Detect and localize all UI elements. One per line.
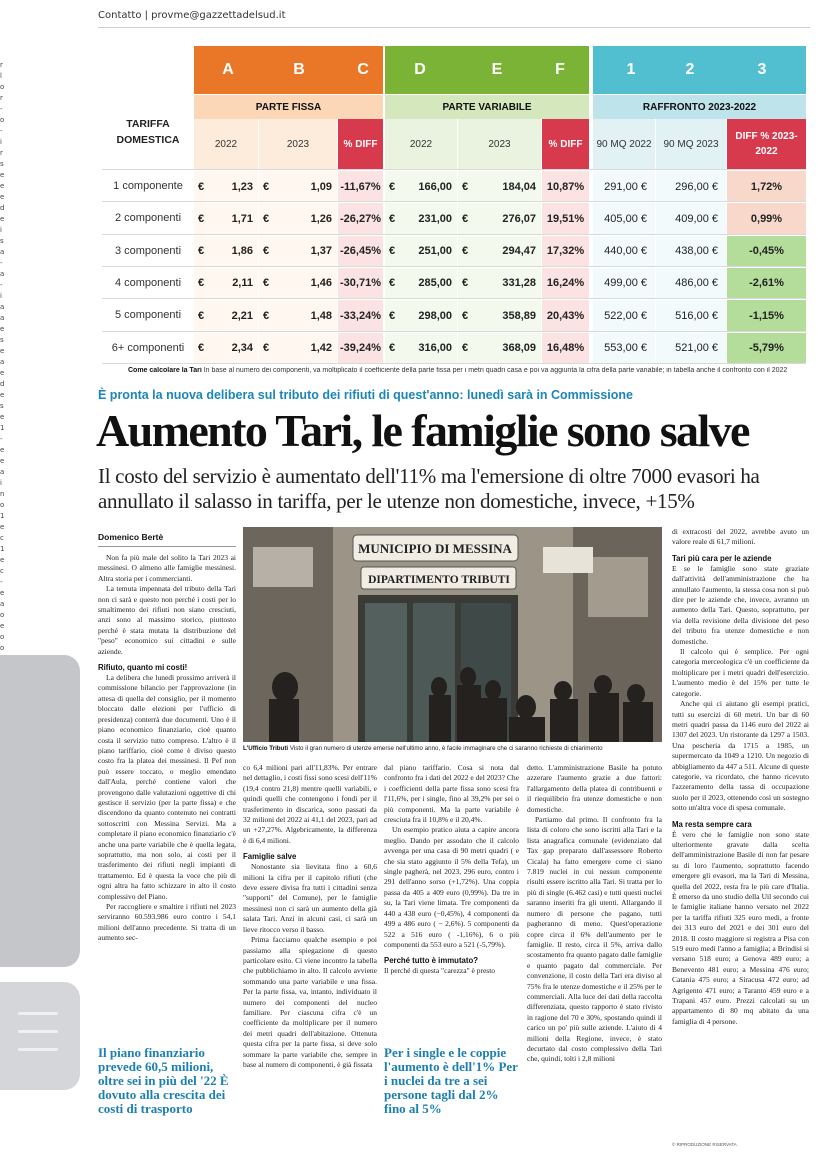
- row-label: 5 componenti: [114, 309, 182, 322]
- diff-cell: [727, 202, 806, 234]
- gutter-char: a: [0, 248, 5, 256]
- table-cell: [593, 170, 655, 202]
- euro-sign: €: [389, 180, 396, 193]
- table-cell: [458, 170, 541, 202]
- cell-value: -11,67%: [340, 180, 381, 193]
- cell-value: 522,00 €: [604, 309, 647, 322]
- column-letter: C: [357, 61, 369, 78]
- cell-value: -26,27%: [340, 212, 381, 225]
- row-divider: [102, 331, 806, 332]
- diff-cell: [542, 202, 589, 234]
- divider: [98, 546, 236, 547]
- caption-text: In base al numero dei componenti, va moltiplicato il coefficiente della parte fissa per i metri quadri casa e poi va aggiunta la cifra della parte variabile; in tabella anche il confronto con il 2022: [201, 367, 788, 374]
- row-divider: [102, 169, 806, 170]
- caption-bold: Come calcolare la Tari: [128, 367, 202, 374]
- euro-sign: €: [198, 309, 205, 322]
- paragraph: La delibera che lunedì prossimo arriverà il commissione bilancio per l'approvazione (in attesa di quella del consiglio, per il momento bloccato dalle elezioni per l'ufficio di presidenza) conterrà due documenti. Uno è il piano economico finanziario, cioè quanto costa il servizio tutto compreso. L'altro è il piano tariffario, cioè come è diviso questo costo fra la platea dei messinesi. Il Pef non può essere toccato, o meglio emendato dall'Aula, perché contiene valori che provengono dalle valutazioni oggettive di chi gestisce il servizio (per la parte fissa) e che discendono da quanto contenuto nei contratti sottoscritti con Messina Servizi. Ma a completare il piano economico finanziario c'è anche una parte variabile che è quella legata, soprattutto, ma non solo, ai costi per il trasferimento dei rifiuti negli impianti di trattamento. Ed è questa la voce che più di ogni altra ha fatto schizzare in alto il costo complessivo del Piano.: [98, 673, 236, 901]
- gutter-char: o: [0, 83, 5, 91]
- cell-value: 17,32%: [546, 245, 585, 258]
- paragraph: Per raccogliere e smaltire i rifiuti nel 2023 serviranno 60.593.986 euro contro i 54,1 milioni dell'anno precedente. Si tratta di un aumento sec-: [98, 902, 236, 943]
- table-row: [102, 267, 806, 299]
- paragraph: La temuta impennata del tributo della Tari non ci sarà e questo non perché i costi per lo smaltimento dei rifiuti non siano cresciuti, anzi sono al massimo storico, piuttosto perché è stata mutata la distribuzione del "peso" economico sui cittadini e sulle aziende.: [98, 584, 236, 656]
- cell-value: 1,86: [231, 245, 253, 258]
- gutter-char: 1: [0, 545, 5, 553]
- table-cell: [194, 267, 258, 299]
- euro-sign: €: [263, 245, 270, 258]
- tari-table: [102, 46, 806, 362]
- subheading: Tari più cara per le aziende: [672, 553, 772, 563]
- side-panel-menu[interactable]: [0, 982, 80, 1090]
- diff-cell: [338, 299, 383, 331]
- cell-value: 231,00: [418, 212, 452, 225]
- column-letter: F: [555, 61, 565, 78]
- gutter-char: e: [0, 556, 5, 564]
- gutter-char: -: [0, 259, 3, 267]
- cell-value: 16,48%: [546, 342, 585, 354]
- page-header: Contatto | provme@gazzettadelsud.it: [98, 10, 286, 21]
- table-cell: [458, 267, 541, 299]
- paragraph: Un esempio pratico aiuta a capire ancora meglio. Dando per assodato che il calcolo avvenga per una casa di 90 metri quadri ( e che sia stato aggiunto il 5% della Tefa), un single pagherà, nel 2023, 296 euro, contro i 291 dell'anno sorso (+1,72%). Una coppia passa da 405 a 409 euro (0,99%). Da tre in su, la Tari viene limata. Tre componenti da 440 a 438 euro (−0,45%), 4 componenti da 499 a 486 euro ( − 2,6%). 5 componenti da 522 a 516 euro ( -1,16%), 6 o più componenti da 553 euro a 521 (-5,79%).: [384, 825, 519, 949]
- gutter-char: i: [0, 138, 2, 146]
- cell-value: 296,00 €: [675, 180, 718, 193]
- cell-value: -26,45%: [340, 245, 381, 258]
- group-header: PARTE FISSA: [194, 95, 383, 119]
- row-divider: [102, 266, 806, 267]
- column-letter: D: [414, 61, 426, 78]
- article-column-4: [527, 763, 662, 1155]
- tariffa-header: TARIFFA DOMESTICA: [116, 118, 180, 146]
- cell-value: 1,46: [310, 277, 332, 290]
- table-cell: [656, 267, 726, 299]
- gutter-char: l: [0, 72, 2, 80]
- cell-value: 316,00: [418, 342, 452, 354]
- gutter-char: o: [0, 633, 5, 641]
- gutter-char: o: [0, 116, 5, 124]
- gutter-char: o: [0, 501, 5, 509]
- diff-cell: [542, 267, 589, 299]
- paragraph: Prima facciamo qualche esempio e poi passiamo alla spiegazione di questo particolare esito. Ci viene incontro la tabella che pubblichiamo in alto. Il calcolo avviene sommando una parte variabile e una fissa. Per la parte fissa, va, intanto, individuato il numero dei componenti del nucleo familiare. Per ciascuna cifra c'è un coefficiente da moltiplicare per il numero dei metri quadri dell'abitazione. Ottenuta questa cifra per la parte fissa, si deve solo sommare la parte variabile che, sempre in base al numero di componenti, è già fissata: [243, 935, 377, 1069]
- gutter-char: d: [0, 380, 5, 388]
- euro-sign: €: [389, 245, 396, 258]
- copyright: © RIPRODUZIONE RISERVATA: [672, 1142, 737, 1147]
- gutter-char: 1: [0, 424, 5, 432]
- divider: [98, 27, 810, 28]
- table-cell: [656, 202, 726, 234]
- group-header: RAFFRONTO 2023-2022: [593, 95, 806, 119]
- euro-sign: €: [389, 212, 396, 225]
- gutter-char: e: [0, 391, 5, 399]
- sub-header: % DIFF: [338, 119, 383, 169]
- cell-value: 294,47: [502, 245, 536, 258]
- gutter-char: e: [0, 457, 5, 465]
- gutter-char: c: [0, 534, 4, 542]
- side-panel[interactable]: [0, 655, 80, 967]
- sub-header: 90 MQ 2023: [656, 119, 726, 169]
- cell-value: 1,42: [310, 342, 332, 354]
- cell-value: 291,00 €: [604, 180, 647, 193]
- sub-header: % DIFF: [542, 119, 589, 169]
- gutter-char: a: [0, 270, 5, 278]
- gutter-char: e: [0, 622, 5, 630]
- paragraph: Anche qui ci aiutano gli esempi pratici, tutti su esercizi di 60 metri. Un bar di 60 metri quadri passa da 1146 euro del 2022 ai 1307 del 2023. Un ristorante da 1297 a 1503. Una pescheria da 1715 a 1985, un supermercato da 1049 a 1210. Un negozio di abbigliamento da 447 a 511. Alcune di queste categorie, va ricordato, che hanno ricevuto l'azzeramento della tassa di occupazione suolo per il 2023, ottenendo così un sostegno sotto un'altra voce di spesa comunale.: [672, 699, 809, 813]
- sub-header: 90 MQ 2022: [593, 119, 655, 169]
- diff-cell: [338, 332, 383, 364]
- column-letter: E: [491, 61, 503, 78]
- table-cell: [656, 299, 726, 331]
- row-divider: [102, 201, 806, 202]
- table-cell: [194, 235, 258, 267]
- cell-value: 521,00 €: [675, 342, 718, 354]
- photo-caption-text: Visto il gran numero di utenze emerse nell'ultimo anno, è facile immaginare che ci saranno richieste di chiarimento: [288, 745, 603, 752]
- sub-header: 2022: [385, 119, 457, 169]
- paragraph: di extracosti del 2022, avrebbe avuto un valore reale di 61,7 milioni.: [672, 527, 809, 547]
- diff-cell: [542, 299, 589, 331]
- sub-header: DIFF % 2023-2022: [727, 119, 806, 169]
- table-cell: [259, 299, 337, 331]
- diff-cell: [727, 332, 806, 364]
- cell-value: 1,72%: [750, 180, 783, 193]
- gutter-char: -: [0, 578, 3, 586]
- gutter-char: i: [0, 226, 2, 234]
- euro-sign: €: [462, 245, 469, 258]
- subheading: Perché tutto è immutato?: [384, 956, 479, 966]
- gutter-char: e: [0, 369, 5, 377]
- cell-value: 438,00 €: [675, 245, 718, 258]
- headline: Aumento Tari, le famiglie sono salve: [96, 405, 749, 456]
- table-cell: [593, 332, 655, 364]
- gutter-char: r: [0, 61, 3, 69]
- paragraph: E se le famiglie sono state graziate dall'attività dell'amministrazione che ha annullato l'aumento, la stessa cosa non si può dire per le aziende che, invece, avranno un aumento della Tari. Questo, soprattutto, per via della revisione della divisione del peso del tributo fra utenze domestiche e non domestiche.: [672, 563, 809, 646]
- cell-value: 1,71: [231, 212, 253, 225]
- deck: Il costo del servizio è aumentato dell'11% ma l'emersione di oltre 7000 evasori ha annullato il salasso in tariffa, per le utenze non domestiche, invece, +15%: [98, 464, 760, 513]
- gutter-char: o: [0, 644, 5, 652]
- diff-cell: [338, 170, 383, 202]
- gutter-char: e: [0, 347, 5, 355]
- cell-value: 440,00 €: [604, 245, 647, 258]
- diff-cell: [727, 170, 806, 202]
- euro-sign: €: [263, 277, 270, 290]
- cell-value: 1,23: [231, 180, 253, 193]
- row-divider: [102, 363, 806, 364]
- gutter-char: e: [0, 413, 5, 421]
- cell-value: 1,26: [310, 212, 332, 225]
- pull-quote-middle: Per i single e le coppie l'aumento è dell'1% Per i nuclei da tre a sei persone tagli dal 2% fino al 5%: [384, 1045, 518, 1116]
- cell-value: 166,00: [418, 180, 452, 193]
- table-cell: [385, 170, 457, 202]
- gutter-char: o: [0, 611, 5, 619]
- gutter-char: a: [0, 358, 5, 366]
- table-row: [102, 332, 806, 364]
- table-cell: [656, 235, 726, 267]
- cell-value: 405,00 €: [604, 212, 647, 225]
- paragraph: co 6,4 milioni pari all'11,83%. Per entrare nel dettaglio, i costi fissi sono scesi dell'11% (19,4 contro 21,8) mentre quelli variabili, e quindi quelli che contengono i fondi per il trasferimento in discarica, sono passati da 32 milioni del 2022 ai 41,1 del 2023, pari ad un +27,27%. Algebricamente, la differenza è di 6,4 milioni.: [243, 763, 377, 845]
- cell-value: -2,61%: [749, 277, 784, 290]
- euro-sign: €: [198, 342, 205, 354]
- gutter-char: a: [0, 600, 5, 608]
- euro-sign: €: [198, 180, 205, 193]
- row-label: 3 componenti: [114, 244, 182, 257]
- row-divider: [102, 234, 806, 235]
- cell-value: 2,34: [231, 342, 253, 354]
- gutter-char: e: [0, 193, 5, 201]
- table-row: [102, 235, 806, 267]
- cell-value: 2,11: [232, 277, 253, 290]
- sub-header: 2023: [458, 119, 541, 169]
- photo-caption-bold: L'Ufficio Tributi: [243, 745, 289, 752]
- column-letter: 2: [685, 61, 695, 78]
- cell-value: 516,00 €: [675, 309, 718, 322]
- cell-value: 331,28: [502, 277, 536, 290]
- gutter-char: -: [0, 127, 3, 135]
- gutter-char: e: [0, 523, 5, 531]
- gutter-char: c: [0, 567, 4, 575]
- cell-value: 184,04: [502, 180, 536, 193]
- photo-caption: [243, 745, 662, 752]
- table-cell: [259, 267, 337, 299]
- table-cell: [259, 235, 337, 267]
- cell-value: 368,09: [502, 342, 536, 354]
- pull-quote-left: Il piano finanziario prevede 60,5 milioni, oltre sei in più del '22 È dovuto alla crescita dei costi di trasporto: [98, 1045, 229, 1116]
- gutter-char: e: [0, 171, 5, 179]
- euro-sign: €: [198, 245, 205, 258]
- cell-value: -5,79%: [749, 342, 784, 354]
- cell-value: -0,45%: [749, 245, 784, 258]
- table-cell: [458, 202, 541, 234]
- table-cell: [458, 299, 541, 331]
- article-column-5: [672, 527, 809, 1141]
- diff-cell: [338, 267, 383, 299]
- paragraph: detto. L'amministrazione Basile ha potuto azzerare l'aumento grazie a due fattori: l'allargamento della platea di contribuenti e il riequilibrio fra utenze domestiche e non domestiche.: [527, 763, 662, 814]
- cell-value: 1,48: [310, 309, 332, 322]
- gutter-char: i: [0, 479, 2, 487]
- diff-cell: [727, 235, 806, 267]
- subheading: Rifiuto, quanto mi costi!: [98, 663, 188, 673]
- table-caption: [128, 367, 818, 374]
- table-cell: [593, 299, 655, 331]
- table-cell: [458, 235, 541, 267]
- cell-value: 1,37: [310, 245, 332, 258]
- euro-sign: €: [389, 342, 396, 354]
- byline: Domenico Bertè: [98, 532, 164, 542]
- cell-value: 2,21: [231, 309, 253, 322]
- cell-value: 409,00 €: [675, 212, 718, 225]
- gutter-char: 1: [0, 512, 5, 520]
- gutter-char: e: [0, 446, 5, 454]
- row-label: 1 componente: [113, 180, 183, 192]
- gutter-char: a: [0, 314, 5, 322]
- cell-value: -30,71%: [340, 277, 381, 290]
- kicker: È pronta la nuova delibera sul tributo dei rifiuti di quest'anno: lunedì sarà in Commissione: [98, 388, 633, 402]
- group-header: PARTE VARIABILE: [385, 95, 589, 119]
- sub-header: 2022: [194, 119, 258, 169]
- gutter-char: s: [0, 160, 4, 168]
- photo-ufficio-tributi: [243, 527, 662, 742]
- row-label: 2 componenti: [114, 212, 182, 225]
- article-column-2: [243, 763, 377, 1153]
- diff-cell: [338, 202, 383, 234]
- cell-value: 20,43%: [546, 309, 585, 322]
- table-cell: [194, 332, 258, 364]
- gutter-char: a: [0, 303, 5, 311]
- table-cell: [259, 332, 337, 364]
- cell-value: -1,15%: [749, 309, 784, 322]
- cell-value: 358,89: [502, 309, 536, 322]
- cell-value: 499,00 €: [604, 277, 647, 290]
- euro-sign: €: [263, 309, 270, 322]
- gutter-char: e: [0, 589, 5, 597]
- article-column-3: [384, 763, 519, 1033]
- photo-illustration: [243, 527, 662, 742]
- euro-sign: €: [198, 212, 205, 225]
- table-cell: [194, 202, 258, 234]
- gutter-char: s: [0, 336, 4, 344]
- gutter-char: d: [0, 204, 5, 212]
- euro-sign: €: [263, 180, 270, 193]
- table-cell: [194, 170, 258, 202]
- euro-sign: €: [389, 309, 396, 322]
- diff-cell: [727, 299, 806, 331]
- paragraph: Il perché di questa "carezza" è presto: [384, 966, 496, 976]
- subheading: Famiglie salve: [243, 852, 297, 862]
- paragraph: Non fa più male del solito la Tari 2023 ai messinesi. O almeno alle famiglie messinesi. Altra storia per i commercianti.: [98, 553, 236, 583]
- table-cell: [385, 235, 457, 267]
- cell-value: 285,00: [418, 277, 452, 290]
- cell-value: 276,07: [502, 212, 536, 225]
- euro-sign: €: [389, 277, 396, 290]
- gutter-char: e: [0, 325, 5, 333]
- cell-value: -39,24%: [340, 342, 381, 354]
- photo-sign-2: DIPARTIMENTO TRIBUTI: [368, 574, 510, 586]
- table-cell: [259, 170, 337, 202]
- diff-cell: [542, 332, 589, 364]
- table-cell: [656, 170, 726, 202]
- euro-sign: €: [462, 212, 469, 225]
- subheading: Ma resta sempre cara: [672, 819, 752, 829]
- sub-header: 2023: [259, 119, 337, 169]
- cell-value: 10,87%: [546, 180, 585, 193]
- table-cell: [593, 267, 655, 299]
- diff-cell: [727, 267, 806, 299]
- cell-value: 19,51%: [546, 212, 585, 225]
- euro-sign: €: [462, 180, 469, 193]
- gutter-char: s: [0, 237, 4, 245]
- paragraph: dal piano tariffario. Cosa si nota dal confronto fra i dati del 2022 e del 2023? Che i coefficienti della parte fissa sono scesi fra l'11,6%, per i single, fino al 39,2% per sei o più componenti. Ma la parte variabile è cresciuta fra il 10,8% e il 20,4%.: [384, 763, 519, 825]
- euro-sign: €: [462, 309, 469, 322]
- cell-value: 1,09: [310, 180, 332, 193]
- cell-value: 553,00 €: [604, 342, 647, 354]
- diff-cell: [542, 170, 589, 202]
- table-row: [102, 170, 806, 202]
- gutter-char: s: [0, 402, 4, 410]
- gutter-char: -: [0, 281, 3, 289]
- column-letter: 3: [757, 61, 767, 78]
- table-cell: [385, 299, 457, 331]
- gutter-char: e: [0, 182, 5, 190]
- row-divider: [102, 298, 806, 299]
- cell-value: 0,99%: [750, 212, 783, 225]
- row-label: 4 componenti: [114, 276, 182, 289]
- euro-sign: €: [462, 277, 469, 290]
- gutter-char: e: [0, 215, 5, 223]
- paragraph: Il calcolo qui è semplice. Per ogni categoria merceologica c'è un coefficiente da moltiplicare per i metri quadri dell'esercizio. L'aumento medio è del 15% per tutte le categorie.: [672, 647, 809, 698]
- table-cell: [259, 202, 337, 234]
- column-letter: 1: [626, 61, 636, 78]
- paragraph: Partiamo dal primo. Il confronto fra la lista di coloro che sono iscritti alla Tari e la lista anagrafica comunale (evidenziato dal Tax gap preparato dall'assessore Roberto Cicala) ha fatto emergere come ci siano 7.819 nuclei in cui nessun componente risulti essere iscritto alla Tari. Si tratta per lo più di single (6.462 casi) e tutti questi nuclei saranno inseriti fra gli utenti. Allargando il numero di persone che pagano, tutti pagheranno di meno. Quest'operazione copre circa il 6% dell'aumento per le famiglie. Il resto, circa il 5%, arriva dallo scostamento fra quanto pagato dalle famiglie e quanto pagato dal commerciale. Per convenzione, il costo della Tari era diviso al 75% fra le utenze domestiche e il 25% per le commerciali. Alla luce dei dati della raccolta differenziata, questo rapporto è stato rivisto in ragione del 70 e 30%, spostando quindi il carico un po' più sulle aziende. L'aiuto di 4 milioni della Regione, invece, è stato decurtato dal costo complessivo della Tari che, quindi, tolti i 2,8 milioni: [527, 815, 662, 1064]
- gutter-char: -: [0, 105, 3, 113]
- table-cell: [385, 202, 457, 234]
- gutter-char: n: [0, 490, 5, 498]
- table-row: [102, 299, 806, 331]
- gutter-char: i: [0, 292, 2, 300]
- gutter-char: -: [0, 435, 3, 443]
- table-row: [102, 202, 806, 234]
- paragraph: Nonostante sia lievitata fino a 60,6 milioni la cifra per il capitolo rifiuti (che deve essere divisa fra tutti i cittadini senza "supporti" del Comune), per le famiglie messinesi non ci sarà un aumento della già salata Tari. Anzi in alcuni casi, ci sarà un lieve ritocco verso il basso.: [243, 862, 377, 934]
- diff-cell: [338, 235, 383, 267]
- cell-value: 486,00 €: [675, 277, 718, 290]
- paragraph: È vero che le famiglie non sono state ulteriormente gravate dalla scelta dell'amministrazione Basile di non far pesare su di loro l'aumento, soprattutto facendo emergere gli evasori, ma la Tari di Messina, quella del 2022, resta fra le più care d'Italia. È emerso da uno studio della Uil secondo cui le famiglie italiane hanno versato nel 2022 per la tariffa rifiuti 325 euro medi, a fronte dei 313 euro del 2021 e dei 301 euro del 2018. Il costo maggiore si registra a Pisa con 519 euro medi l'anno a famiglia; a Brindisi si versano 518 euro; a Genova 489 euro; a Benevento 481 euro; a Messina 476 euro; Catania 475 euro; a Siracusa 472 euro; ad Agrigento 471 euro; a Taranto 459 euro e a Trapani 457 euro. Prezzi calcolati su un appartamento di 80 mq abitato da una famiglia di 4 persone.: [672, 829, 809, 1026]
- table-cell: [385, 267, 457, 299]
- euro-sign: €: [263, 342, 270, 354]
- table-cell: [593, 202, 655, 234]
- cell-value: 16,24%: [546, 277, 585, 290]
- table-cell: [656, 332, 726, 364]
- column-letter: B: [293, 61, 305, 78]
- article-column-1: [98, 553, 236, 983]
- euro-sign: €: [462, 342, 469, 354]
- euro-sign: €: [263, 212, 270, 225]
- table-cell: [194, 299, 258, 331]
- table-cell: [593, 235, 655, 267]
- table-cell: [458, 332, 541, 364]
- table-cell: [385, 332, 457, 364]
- row-label: 6+ componenti: [111, 341, 185, 354]
- photo-sign-1: MUNICIPIO DI MESSINA: [358, 541, 512, 556]
- gutter-char: a: [0, 468, 5, 476]
- cell-value: 298,00: [418, 309, 452, 322]
- gutter-char: r: [0, 94, 3, 102]
- gutter-char: r: [0, 149, 3, 157]
- column-letter: A: [222, 61, 234, 78]
- euro-sign: €: [198, 277, 205, 290]
- cell-value: 251,00: [418, 245, 452, 258]
- cell-value: -33,24%: [340, 309, 381, 322]
- diff-cell: [542, 235, 589, 267]
